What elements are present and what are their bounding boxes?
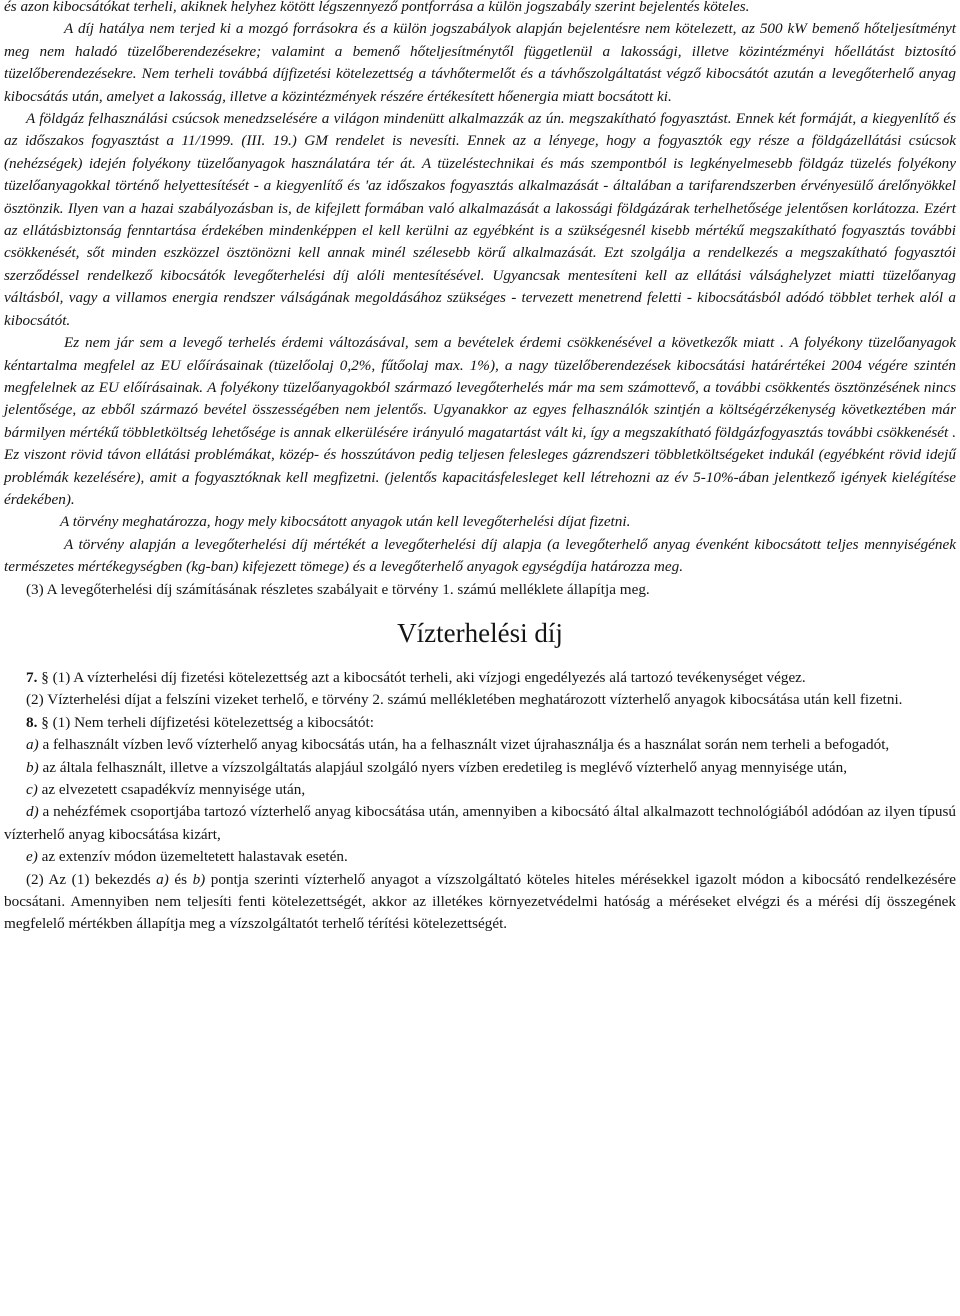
item-label: d) [26, 803, 39, 821]
item-ref: b) [192, 870, 206, 888]
item-text: a felhasznált vízben levő vízterhelő anyag kibocsátás után, ha a felhasznált vizet újrahasználja és a használat során nem terheli a befogadót, [38, 736, 890, 754]
item-label: a) [26, 736, 39, 754]
item-label: b) [26, 758, 39, 776]
paragraph: A földgáz felhasználási csúcsok menedzselésére a világon mindenütt alkalmazzák az ún. megszakítható fogyasztást. Ennek két formáját, a kiegyenlítő és az időszakos fogyasztást a 11/1999. (III. 19.) GM rendelet is nevesíti. Ennek az a lényege, hogy a fogyasztók egy része a földgázellátási csúcsok (nehézségek) idején folyékony tüzelőanyagok használatára tér át. A tüzeléstechnikai és más szempontból is legkényelmesebb földgáz tüzelés folyékony tüzelőanyagokkal történő helyettesítését - a kiegyenlítő és 'az időszakos fogyasztás alkalmazását - általában a tarifarendszerben érvényesülő árelőnyökkel ösztönzik. Ilyen van a hazai szabályozásban is, de kifejlett formában való alkalmazását a lakossági földgázárak terhelhetősége jelentősen korlátozza. Ezért az ellátásbiztonság fenntartása érdekében mindenképpen el kell kerülni az egyébként is a szükségesnél kisebb mértékű megszakítható fogyasztás további csökkenését, sőt minden eszközzel ösztönözni kell annak minél szélesebb körű alkalmazását. Ezt szolgálja a rendelkezés a megszakítható fogyasztói szerződéssel rendelkező kibocsátók levegőterhelési díj alóli mentesítésével. Ugyancsak mentesíteni kell az ellátási válsághelyzet miatti tüzelőanyag váltásból, vagy a villamos energia rendszer válságának megoldásához szükséges - tervezett menetrend feletti - kibocsátásból adódó többlet terhek alól a kibocsátót. [4, 110, 956, 329]
list-item [4, 801, 956, 846]
italic-commentary [4, 0, 956, 579]
section-sign: § [41, 713, 49, 731]
section-7-text: (1) A vízterhelési díj fizetési kötelezettség azt a kibocsátót terheli, aki vízjogi engedélyezés alá tartozó tevékenységet végez. [52, 668, 806, 686]
section-7-para-1 [4, 667, 956, 689]
item-label: c) [26, 781, 38, 798]
item-text: a nehézfémek csoportjába tartozó vízterhelő anyag kibocsátása után, amennyiben a kibocsátó által alkalmazott technológiából adódóan az ilyen típusú vízterhelő anyag kibocsátása kizárt, [4, 803, 956, 843]
paragraph: A törvény alapján a levegőterhelési díj mértékét a levegőterhelési díj alapja (a levegőterhelő anyag évenként kibocsátott teljes mennyiségének természetes mértékegységben (kg-ban) kifejezett tömege) és a levegőterhelő anyagok egységdíja határozza meg. [4, 535, 956, 576]
list-item [4, 757, 956, 779]
section-sign: § [41, 668, 49, 686]
paragraph: A törvény meghatározza, hogy mely kibocsátott anyagok után kell levegőterhelési díjat fizetni. [60, 513, 631, 531]
text-run: és [168, 870, 193, 888]
item-text: az általa felhasznált, illetve a vízszolgáltatás alapjául szolgáló nyers vízben eredetileg is meglévő vízterhelő anyag mennyisége után, [38, 758, 848, 776]
list-item [4, 779, 956, 801]
section-heading: Vízterhelési díj [397, 617, 563, 648]
text-run: pontja szerinti vízterhelő anyagot a vízszolgáltató köteles hiteles mérésekkel igazolt módon a kibocsátó rendelkezésére bocsátani. Amennyiben nem teljesíti fenti kötelezettségét, akkor az illetékes környezetvédelmi hatóság a méréseket elvégzi és a mérési díj összegének megfelelő mértékben állapítja meg a vízszolgáltatót terhelő térítési kötelezettségét. [4, 870, 956, 933]
item-text: az extenzív módon üzemeltetett halastavak esetén. [37, 848, 348, 866]
section-number: 7. [26, 668, 38, 686]
text-run: (2) Az (1) bekezdés [26, 870, 157, 888]
section-7-para-2: (2) Vízterhelési díjat a felszíni vizeket terhelő, e törvény 2. számú mellékletében meghatározott vízterhelő anyagok kibocsátása után kell fizetni. [26, 691, 903, 709]
paragraph: Ez nem jár sem a levegő terhelés érdemi változásával, sem a bevételek érdemi csökkenésével a következők miatt . A folyékony tüzelőanyagok kéntartalma megfelel az EU előírásainak (tüzelőolaj 0,2%, fűtőolaj max. 1%), a nagy tüzelőberendezések kibocsátási határértékei 2004 végére szintén megfelelnek az EU előírásainak. A folyékony tüzelőanyagokból származó levegőterhelés már ma sem számottevő, a további csökkentés ösztönzésének nincs jelentősége, az ebből származó bevétel összességében nem jelentős. Ugyanakkor az egyes felhasználók szintjén a költségérzékenység következtében már bármilyen mértékű többletköltség lehetősége is annak elkerülésére irányuló magatartást vált ki, így a megszakítható földgázfogyasztás további csökkenését . Ez viszont rövid távon ellátási problémákat, közép- és hosszútávon pedig teljesen felesleges gázrendszeri többletköltségeket indukál (egyébként rövid idejű problémák kezelésére), amit a fogyasztóknak kell megfizetni. (jelentős kapacitásfelesleget kell létrehozni az év 5-10%-ában jelentkező igények kielégítése érdekében). [4, 334, 956, 508]
paragraph: A díj hatálya nem terjed ki a mozgó forrásokra és a külön jogszabályok alapján bejelentésre nem kötelezett, az 500 kW bemenő hőteljesítményt meg nem haladó tüzelőberendezésekre; valamint a bemenő hőteljesítménytől függetlenül a lakossági, illetve közintézményi hőellátást biztosító tüzelőberendezésekre. Nem terheli továbbá díjfizetési kötelezettség a távhőtermelőt és a távhőszolgáltatást végző kibocsátót azután a levegőterhelő anyag kibocsátás után, amelyet a lakosság, illetve a közintézmények részére értékesített hőenergia miatt bocsátott ki. [4, 20, 956, 105]
section-8-intro: (1) Nem terheli díjfizetési kötelezettség a kibocsátót: [52, 713, 374, 731]
paragraph: és azon kibocsátókat terheli, akiknek helyhez kötött légszennyező pontforrása a külön jogszabály szerint bejelentés köteles. [4, 0, 750, 15]
item-ref: a) [156, 870, 169, 888]
item-text: az elvezetett csapadékvíz mennyisége után, [37, 781, 306, 798]
section-8-para-1 [4, 712, 956, 734]
list-item [4, 734, 956, 756]
item-label: e) [26, 848, 38, 866]
list-item [4, 846, 956, 868]
section-number: 8. [26, 713, 38, 731]
paragraph-3: (3) A levegőterhelési díj számításának részletes szabályait e törvény 1. számú melléklete állapítja meg. [26, 580, 650, 598]
section-8-para-2 [4, 869, 956, 936]
